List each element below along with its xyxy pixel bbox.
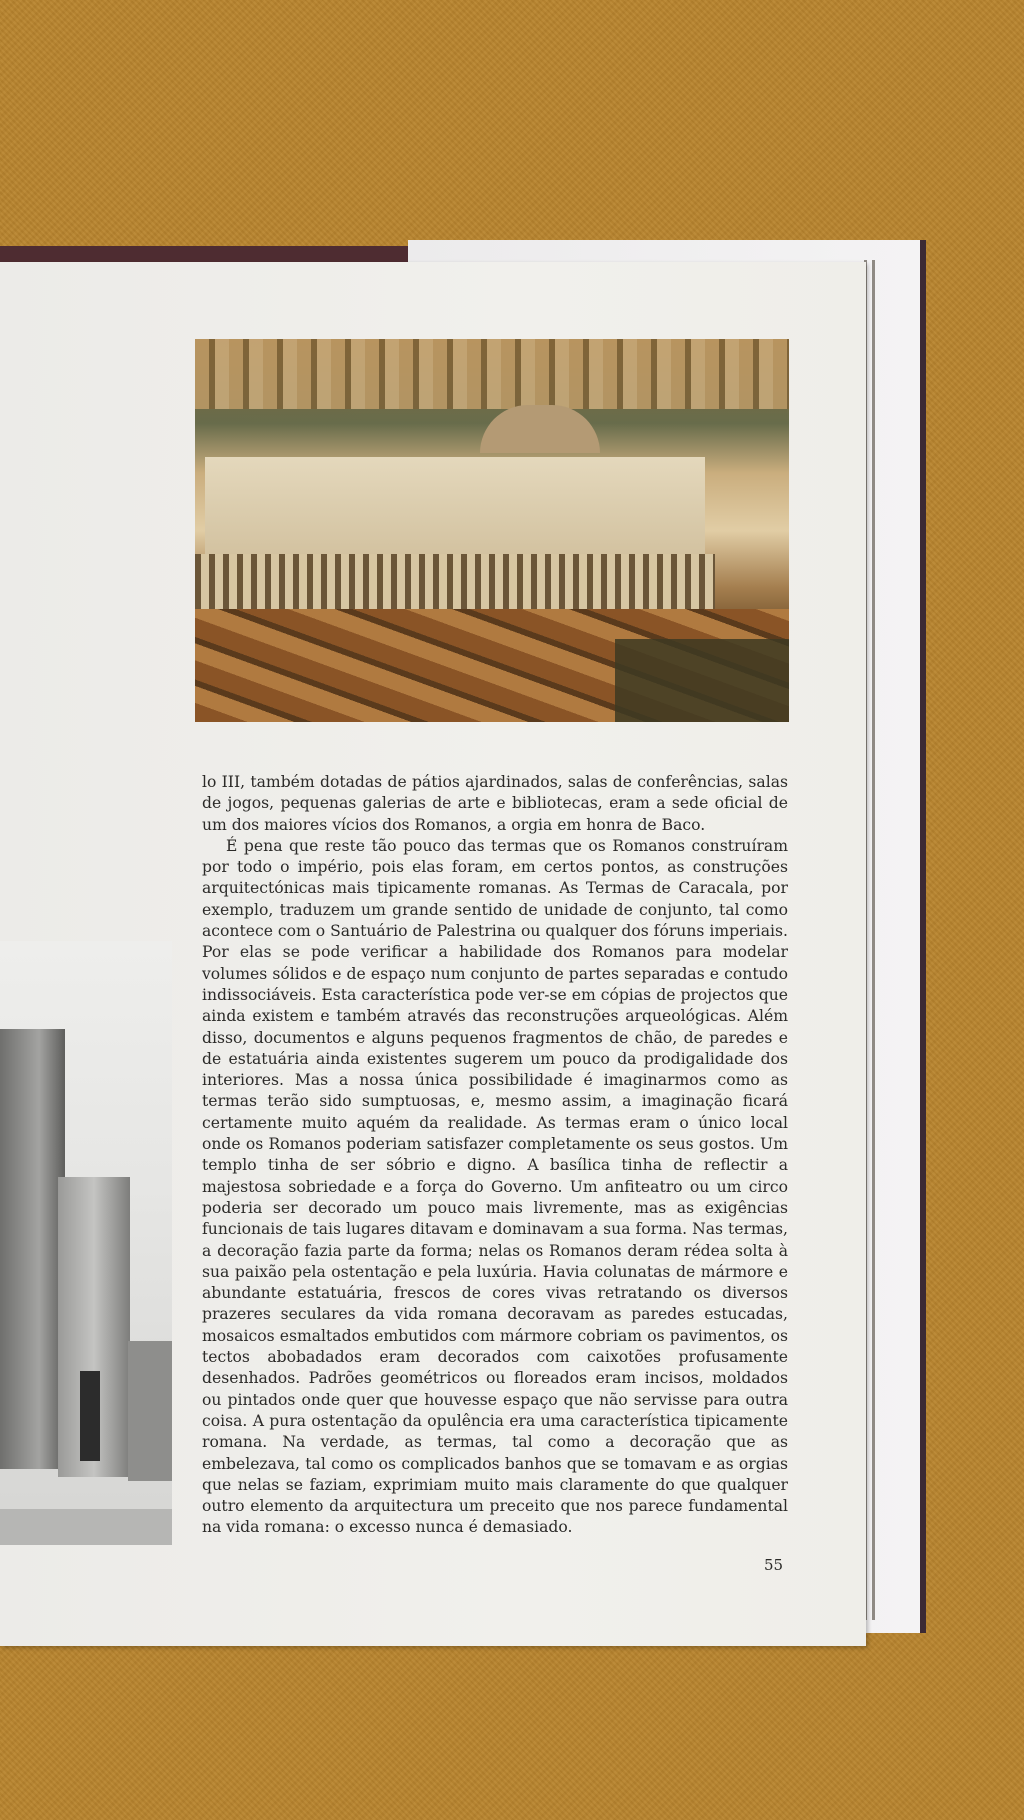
book-page [0, 262, 866, 1646]
page-number: 55 [764, 1556, 784, 1574]
ruins-photo [0, 941, 172, 1545]
dome-shape [480, 405, 600, 453]
reconstruction-photo [195, 339, 789, 722]
ground-shape [0, 1509, 172, 1545]
archway-shape [80, 1371, 100, 1461]
ruin-wall-shape [128, 1341, 172, 1481]
paragraph: lo III, também dotadas de pátios ajardinados, salas de conferências, salas de jogos, pequenas galerias de arte e bibliotecas, eram a sede oficial de um dos maiores vícios dos Romanos, a orgia em honra de Baco. [202, 773, 788, 834]
colonnade-shape [195, 554, 715, 609]
ruin-wall-shape [0, 1029, 65, 1469]
body-text [202, 772, 788, 1539]
trees-shape [615, 639, 789, 722]
city-background [195, 339, 789, 409]
paragraph: É pena que reste tão pouco das termas que os Romanos construíram por todo o império, pois elas foram, em certos pontos, as construções arquitectónicas mais tipicamente romanas. As Termas de Caracala, por exemplo, traduzem um grande sentido de unidade de conjunto, tal como acontece com o Santuário de Palestrina ou qualquer dos fóruns imperiais. Por elas se pode verificar a habilidade dos Romanos para modelar volumes sólidos e de espaço num conjunto de partes separadas e contudo indissociáveis. Esta característica pode ver-se em cópias de projectos que ainda existem e também através das reconstruções arqueológicas. Além disso, documentos e alguns pequenos fragmentos de chão, de paredes e de estatuária ainda existentes sugerem um pouco da prodigalidade dos interiores. Mas a nossa única possibilidade é imaginarmos como as termas terão sido sumptuosas, e, mesmo assim, a imaginação ficará certamente muito aquém da realidade. As termas eram o único local onde os Romanos poderiam satisfazer completamente os seus gostos. Um templo tinha de ser sóbrio e digno. A basílica tinha de reflectir a majestosa sobriedade e a força do Governo. Um anfiteatro ou um circo poderia ser decorado um pouco mais livremente, mas as exigências funcionais de tais lugares ditavam e dominavam a sua forma. Nas termas, a decoração fazia parte da forma; nelas os Romanos deram rédea solta à sua paixão pela ostentação e pela luxúria. Havia colunatas de mármore e abundante estatuária, frescos de cores vivas retratando os diversos prazeres seculares da vida romana decoravam as paredes estucadas, mosaicos esmaltados embutidos com mármore cobriam os pavimentos, os tectos abobadados eram decorados com caixotões profusamente desenhados. Padrões geométricos ou floreados eram incisos, moldados ou pintados onde quer que houvesse espaço que não servisse para outra coisa. A pura ostentação da opulência era uma característica tipicamente romana. Na verdade, as termas, tal como a decoração que as embelezava, tal como os complicados banhos que se tomavam e as orgias que nelas se faziam, exprimiam muito mais claramente do que qualquer outro elemento da arquitectura um preceito que nos parece fundamental na vida romana: o excesso nunca é demasiado. [202, 836, 788, 1537]
page-edge-line [872, 260, 875, 1620]
